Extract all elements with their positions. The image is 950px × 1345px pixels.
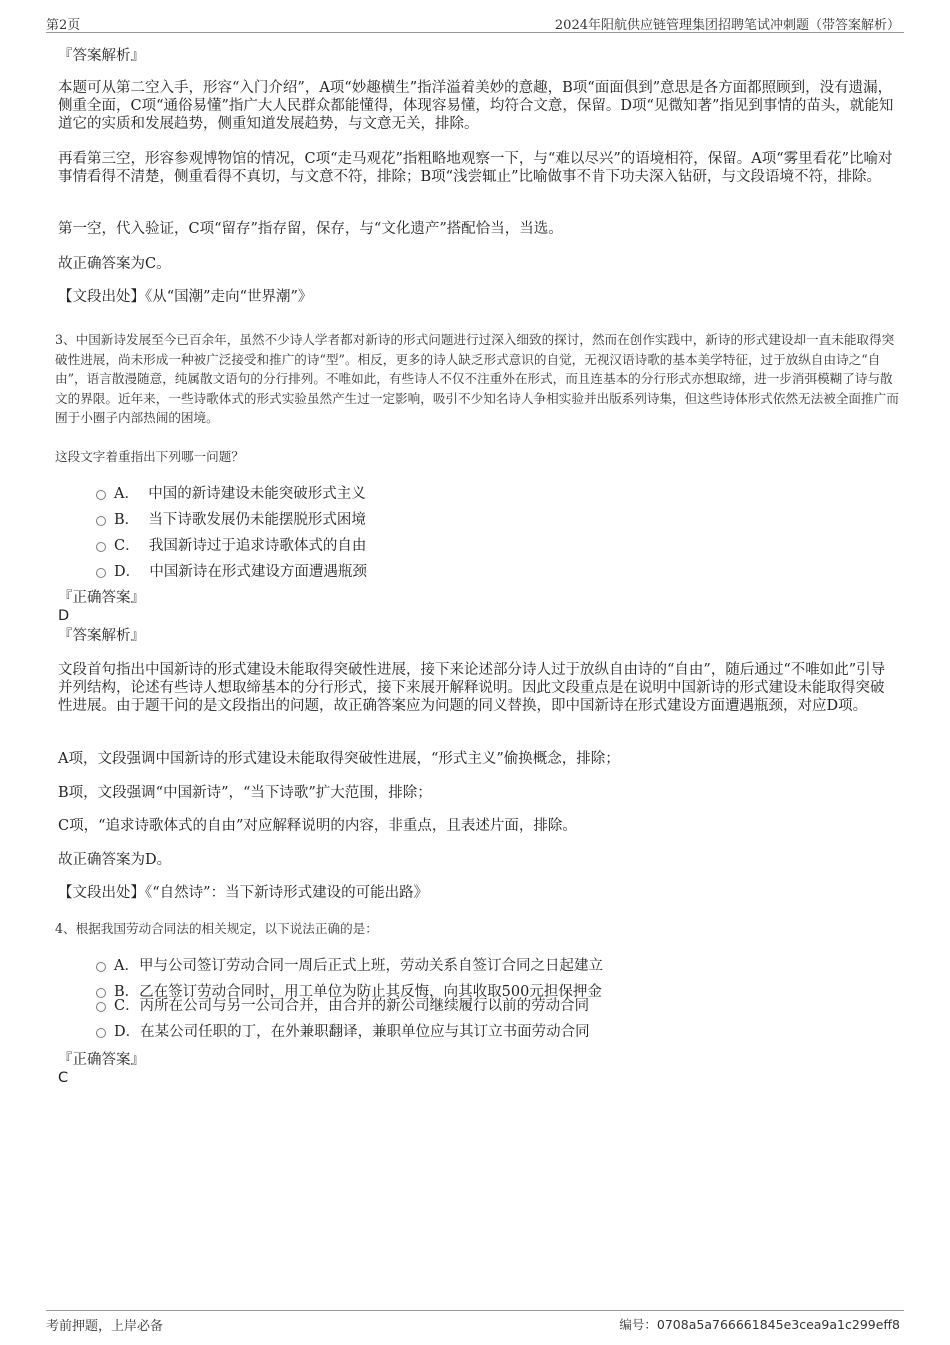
radio-icon[interactable] xyxy=(96,516,106,526)
footer-slogan: 考前押题，上岸必备 xyxy=(46,1319,164,1334)
q2-source: 【文段出处】《从“国潮”走向“世界潮”》 xyxy=(58,289,313,305)
document-id: 编号：0708a5a766661845e3cea9a1c299eff8 xyxy=(619,1317,900,1332)
radio-icon[interactable] xyxy=(96,568,106,578)
q2-analysis-tag: 『答案解析』 xyxy=(58,48,145,64)
document-title: 2024年阳航供应链管理集团招聘笔试冲刺题（带答案解析） xyxy=(554,18,900,33)
q2-analysis-para1: 本题可从第二空入手，形容“入门介绍”，A项“妙趣横生”指洋溢着美妙的意趣，B项“面面俱到”意思是各方面都照顾到，没有遗漏，侧重全面，C项“通俗易懂”指广大人民群众都能懂得，体现容易懂，均符合文意，保留。D项“见微知著”指见到事情的苗头，就能知道它的实质和发展趋势，侧重知道发展趋势，与文意无关，排除。 xyxy=(58,80,894,132)
q3-option-d[interactable]: D． 中国新诗在形式建设方面遭遇瓶颈 xyxy=(96,563,367,581)
q4-option-a[interactable]: A．甲与公司签订劳动合同一周后正式上班，劳动关系自签订合同之日起建立 xyxy=(96,957,603,975)
q4-correct-answer: C xyxy=(58,1070,69,1086)
q3-text: 3、中国新诗发展至今已百余年，虽然不少诗人学者都对新诗的形式问题进行过深入细致的探讨，然而在创作实践中，新诗的形式建设却一直未能取得突破性进展，尚未形成一种被广泛接受和推广的诗“型”。相反，更多的诗人缺乏形式意识的自觉，无视汉语诗歌的基本美学特征，过于放纵自由诗之“自由”，语言散漫随意，纯属散文语句的分行排列。不唯如此，有些诗人不仅不注重外在形式，而且连基本的分行形式亦想取缔，进一步消弭模糊了诗与散文的界限。近年来，一些诗歌体式的形式实验虽然产生过一定影响，吸引不少知名诗人争相实验并出版系列诗集，但这些诗体形式依然无法被全面推广而囿于小圈子内部热闹的困境。 xyxy=(55,332,899,426)
q3-analysis-para4: C项，“追求诗歌体式的自由”对应解释说明的内容，非重点，且表述片面，排除。 xyxy=(58,818,577,834)
radio-icon[interactable] xyxy=(96,542,106,552)
q4-text: 4、根据我国劳动合同法的相关规定，以下说法正确的是： xyxy=(55,921,378,936)
page-header xyxy=(46,14,904,33)
q3-option-a[interactable]: A． 中国的新诗建设未能突破形式主义 xyxy=(96,485,366,503)
q4-option-b[interactable]: B．乙在签订劳动合同时，用工单位为防止其反悔，向其收取500元担保押金 xyxy=(96,983,602,1001)
q2-conclusion: 故正确答案为C。 xyxy=(58,256,171,272)
radio-icon[interactable] xyxy=(96,962,106,972)
q2-analysis-para3: 第一空，代入验证，C项“留存”指存留，保存，与“文化遗产”搭配恰当，当选。 xyxy=(58,221,563,237)
q4-option-c[interactable]: C．丙所在公司与另一公司合并，由合并的新公司继续履行以前的劳动合同 xyxy=(96,997,589,1015)
q3-conclusion: 故正确答案为D。 xyxy=(58,852,172,868)
q4-correct-tag: 『正确答案』 xyxy=(58,1052,145,1068)
page-footer xyxy=(46,1310,904,1334)
q3-option-c[interactable]: C． 我国新诗过于追求诗歌体式的自由 xyxy=(96,537,366,555)
q3-correct-answer: D xyxy=(58,608,70,624)
q3-analysis-tag: 『答案解析』 xyxy=(58,628,145,644)
q3-option-b[interactable]: B． 当下诗歌发展仍未能摆脱形式困境 xyxy=(96,511,366,529)
q3-analysis-para3: B项，文段强调“中国新诗”，“当下诗歌”扩大范围，排除； xyxy=(58,785,432,801)
q3-analysis-para1: 文段首句指出中国新诗的形式建设未能取得突破性进展，接下来论述部分诗人过于放纵自由诗的“自由”，随后通过“不唯如此”引导并列结构，论述有些诗人想取缔基本的分行形式，接下来展开解释说明。因此文段重点是在说明中国新诗的形式建设未能取得突破性进展。由于题干问的是文段指出的问题，故正确答案应为问题的同义替换，即中国新诗在形式建设方面遭遇瓶颈，对应D项。 xyxy=(58,662,886,714)
q3-source: 【文段出处】《“自然诗”：当下新诗形式建设的可能出路》 xyxy=(58,885,429,901)
q3-correct-tag: 『正确答案』 xyxy=(58,590,145,606)
q3-prompt: 这段文字着重指出下列哪一问题？ xyxy=(55,449,244,464)
q4-option-d[interactable]: D．在某公司任职的丁，在外兼职翻译，兼职单位应与其订立书面劳动合同 xyxy=(96,1023,590,1041)
radio-icon[interactable] xyxy=(96,490,106,500)
page-number: 第2页 xyxy=(46,18,81,33)
radio-icon[interactable] xyxy=(96,1028,106,1038)
q3-analysis-para2: A项，文段强调中国新诗的形式建设未能取得突破性进展，“形式主义”偷换概念，排除； xyxy=(58,751,620,767)
radio-icon[interactable] xyxy=(96,1002,106,1012)
q2-analysis-para2: 再看第三空，形容参观博物馆的情况，C项“走马观花”指粗略地观察一下，与“难以尽兴”的语境相符，保留。A项“雾里看花”比喻对事情看得不清楚，侧重看得不真切，与文意不符，排除；B项“浅尝辄止”比喻做事不肯下功夫深入钻研，与文段语境不符，排除。 xyxy=(58,151,893,185)
